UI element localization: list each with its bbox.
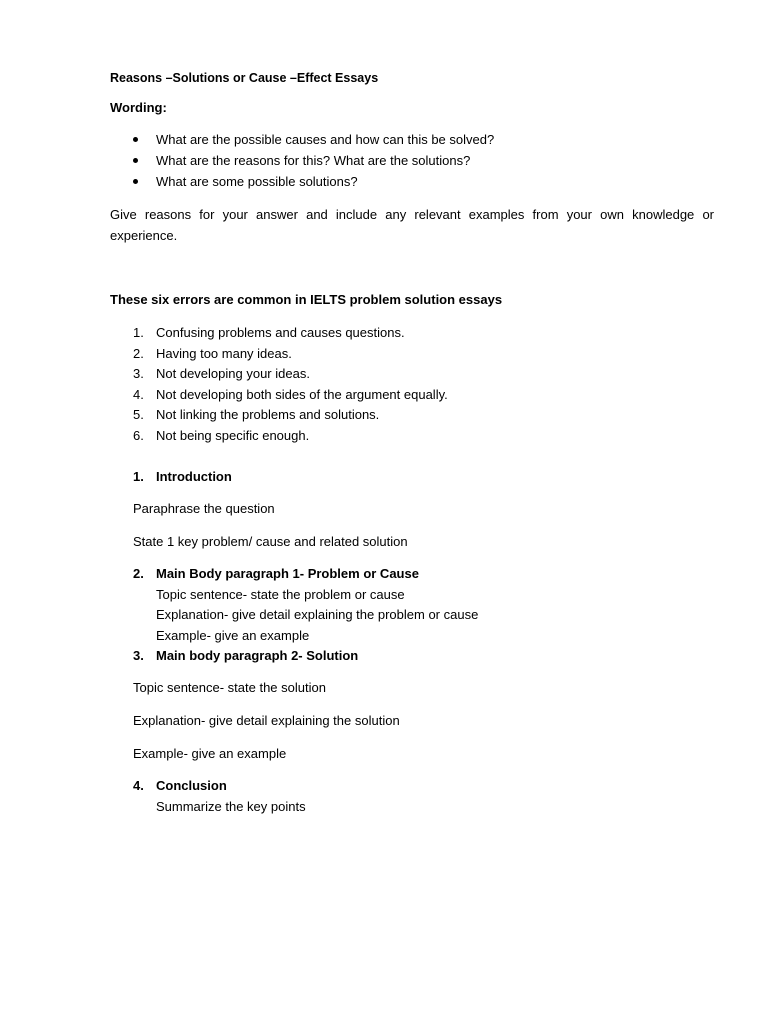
wording-bullet-3: What are some possible solutions? <box>156 174 358 189</box>
section-heading-introduction: Introduction <box>156 469 232 484</box>
document-title: Reasons –Solutions or Cause –Effect Essays <box>110 71 379 85</box>
error-item: Not being specific enough. <box>156 428 310 443</box>
section-number: 1. <box>133 469 144 484</box>
error-item: Not developing your ideas. <box>156 366 310 381</box>
section-line: Topic sentence- state the problem or cause <box>156 587 405 602</box>
error-item: Not linking the problems and solutions. <box>156 407 380 422</box>
error-item: Not developing both sides of the argument equally. <box>156 387 448 402</box>
error-item: Having too many ideas. <box>156 346 292 361</box>
error-number: 6. <box>133 428 144 443</box>
section-heading-body-1: Main Body paragraph 1- Problem or Cause <box>156 566 419 581</box>
error-item: Confusing problems and causes questions. <box>156 325 405 340</box>
section-line: Summarize the key points <box>156 799 306 814</box>
errors-heading: These six errors are common in IELTS problem solution essays <box>110 292 503 307</box>
error-number: 4. <box>133 387 144 402</box>
bullet-icon <box>133 137 138 142</box>
section-line: Example- give an example <box>133 746 287 761</box>
error-number: 3. <box>133 366 144 381</box>
wording-bullet-2: What are the reasons for this? What are the solutions? <box>156 153 471 168</box>
error-number: 5. <box>133 407 144 422</box>
instruction-paragraph: Give reasons for your answer and include any relevant examples from your own knowledge or experience. <box>110 207 714 243</box>
section-number: 4. <box>133 778 144 793</box>
section-line: Explanation- give detail explaining the problem or cause <box>156 607 479 622</box>
bullet-icon <box>133 158 138 163</box>
section-line: Paraphrase the question <box>133 501 275 516</box>
section-heading-conclusion: Conclusion <box>156 778 227 793</box>
section-line: State 1 key problem/ cause and related solution <box>133 534 408 549</box>
error-number: 2. <box>133 346 144 361</box>
wording-bullet-1: What are the possible causes and how can this be solved? <box>156 132 495 147</box>
section-number: 3. <box>133 648 144 663</box>
section-line: Explanation- give detail explaining the solution <box>133 713 400 728</box>
bullet-icon <box>133 179 138 184</box>
section-number: 2. <box>133 566 144 581</box>
wording-label: Wording: <box>110 100 167 115</box>
error-number: 1. <box>133 325 144 340</box>
section-line: Topic sentence- state the solution <box>133 680 326 695</box>
section-heading-body-2: Main body paragraph 2- Solution <box>156 648 359 663</box>
section-line: Example- give an example <box>156 628 310 643</box>
